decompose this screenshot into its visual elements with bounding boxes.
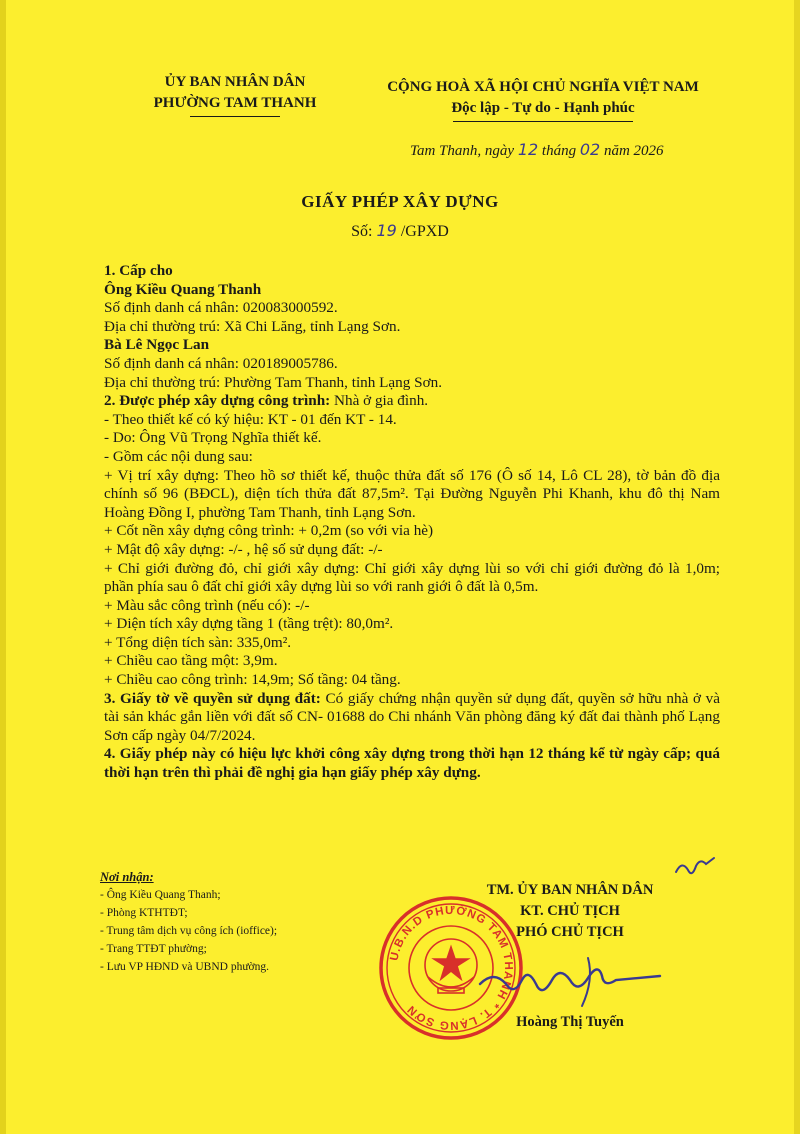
paper-edge-right bbox=[794, 0, 800, 1134]
recipient-item: - Phòng KTHTĐT; bbox=[100, 907, 188, 919]
recipient-item: - Lưu VP HĐND và UBND phường. bbox=[100, 961, 270, 973]
building-density: + Mật độ xây dựng: -/- , hệ số sử dụng đất: -/- bbox=[104, 540, 383, 558]
setback-boundary: + Chỉ giới đường đỏ, chỉ giới xây dựng: Chỉ giới xây dựng lùi so với chỉ giới đường đỏ là 1,0m; phần phía sau ô đất chỉ giới xây dựng lùi so với ranh giới ô đất là 0,5m. bbox=[104, 559, 720, 596]
date-year: năm 2026 bbox=[603, 143, 664, 159]
recipient-item: - Trung tâm dịch vụ công ích (ioffice); bbox=[100, 925, 278, 937]
designer: - Do: Ông Vũ Trọng Nghĩa thiết kế. bbox=[104, 429, 322, 447]
recipients-heading: Nơi nhận: bbox=[100, 870, 154, 884]
section-4: 4. Giấy phép này có hiệu lực khởi công xây dựng trong thời hạn 12 tháng kể từ ngày cấp; quá thời hạn trên thì phải đề nghị gia hạn giấy phép xây dựng. bbox=[104, 745, 720, 782]
building-color: + Màu sắc công trình (nếu có): -/- bbox=[104, 596, 310, 614]
section-3-text: Có giấy chứng nhận quyền sử dụng đất, quyền sở hữu nhà ở và tài sản khác gắn liền với đất số CN- 01688 do Chi nhánh Văn phòng đăng ký đất đai thành phố Lạng Sơn cấp ngày 04/7/2024. bbox=[104, 689, 721, 744]
person-2-name: Bà Lê Ngọc Lan bbox=[104, 336, 210, 354]
contents-intro: - Gồm các nội dung sau: bbox=[104, 447, 253, 465]
section-2-value: Nhà ở gia đình. bbox=[330, 392, 429, 410]
signature-block bbox=[420, 880, 720, 943]
handwritten-signature bbox=[470, 950, 670, 1020]
date-month: 02 bbox=[579, 140, 601, 159]
person-1-id: Số định danh cá nhân: 020083000592. bbox=[104, 299, 338, 317]
location: + Vị trí xây dựng: Theo hồ sơ thiết kế, thuộc thửa đất số 176 (Ô số 14, Lô CL 28), tờ bản đồ địa chính số 96 (BĐCL), diện tích thửa đất 87,5m². Tại Đường Nguyễn Phi Khanh, khu đô thị Nam Hoàng Đồng I, phường Tam Thanh, tỉnh Lạng Sơn. bbox=[104, 466, 720, 521]
number-suffix: /GPXD bbox=[400, 223, 449, 240]
ground-floor-area: + Diện tích xây dựng tầng 1 (tầng trệt): 80,0m². bbox=[104, 615, 394, 633]
number-prefix: Số: bbox=[351, 223, 373, 240]
national-motto bbox=[362, 77, 724, 122]
section-1-heading: 1. Cấp cho bbox=[104, 262, 173, 279]
recipients-list bbox=[100, 868, 400, 976]
authority-line-1: ỦY BAN NHÂN DÂN bbox=[164, 74, 306, 90]
person-1-name: Ông Kiều Quang Thanh bbox=[104, 280, 262, 298]
document-body bbox=[104, 262, 720, 783]
motto-underline bbox=[453, 121, 633, 122]
person-2-id: Số định danh cá nhân: 020189005786. bbox=[104, 354, 338, 372]
sign-line-1: TM. ỦY BAN NHÂN DÂN bbox=[486, 882, 654, 898]
sign-line-3: PHÓ CHỦ TỊCH bbox=[516, 924, 624, 940]
first-floor-height: + Chiều cao tầng một: 3,9m. bbox=[104, 652, 278, 670]
recipient-item: - Trang TTĐT phường; bbox=[100, 943, 207, 955]
paper-edge-left bbox=[0, 0, 6, 1134]
foundation-level: + Cốt nền xây dựng công trình: + 0,2m (so với vỉa hè) bbox=[104, 522, 434, 540]
number-value: 19 bbox=[376, 221, 397, 240]
sign-line-2: KT. CHỦ TỊCH bbox=[520, 903, 620, 919]
section-3 bbox=[104, 690, 720, 746]
seal-text: U.B.N.D PHƯỜNG TAM THANH * T. LẠNG SƠN bbox=[388, 904, 515, 1032]
section-2-heading bbox=[104, 392, 720, 411]
issuing-authority bbox=[120, 72, 350, 117]
section-2-label: 2. Được phép xây dựng công trình: bbox=[104, 392, 331, 410]
motto: Độc lập - Tự do - Hạnh phúc bbox=[451, 100, 635, 116]
authority-line-2: PHƯỜNG TAM THANH bbox=[153, 95, 317, 111]
date-day: 12 bbox=[517, 140, 539, 159]
design-code: - Theo thiết kế có ký hiệu: KT - 01 đến KT - 14. bbox=[104, 410, 397, 428]
issue-date bbox=[410, 140, 664, 160]
person-2-address: Địa chỉ thường trú: Phường Tam Thanh, tỉnh Lạng Sơn. bbox=[104, 373, 443, 391]
document-title: GIẤY PHÉP XÂY DỰNG bbox=[301, 192, 499, 211]
date-month-label: tháng bbox=[541, 143, 577, 159]
section-3-heading: 3. Giấy tờ về quyền sử dụng đất: bbox=[104, 689, 321, 707]
person-1-address: Địa chỉ thường trú: Xã Chi Lăng, tỉnh Lạng Sơn. bbox=[104, 317, 401, 335]
document-number bbox=[0, 221, 800, 241]
building-height: + Chiều cao công trình: 14,9m; Số tầng: 04 tầng. bbox=[104, 671, 401, 689]
total-floor-area: + Tổng diện tích sàn: 335,0m². bbox=[104, 633, 292, 651]
nation-name: CỘNG HOÀ XÃ HỘI CHỦ NGHĨA VIỆT NAM bbox=[387, 79, 699, 95]
recipient-item: - Ông Kiều Quang Thanh; bbox=[100, 889, 221, 901]
signer-name: Hoàng Thị Tuyến bbox=[516, 1014, 624, 1030]
date-place: Tam Thanh, ngày bbox=[410, 143, 515, 159]
authority-underline bbox=[190, 116, 280, 117]
